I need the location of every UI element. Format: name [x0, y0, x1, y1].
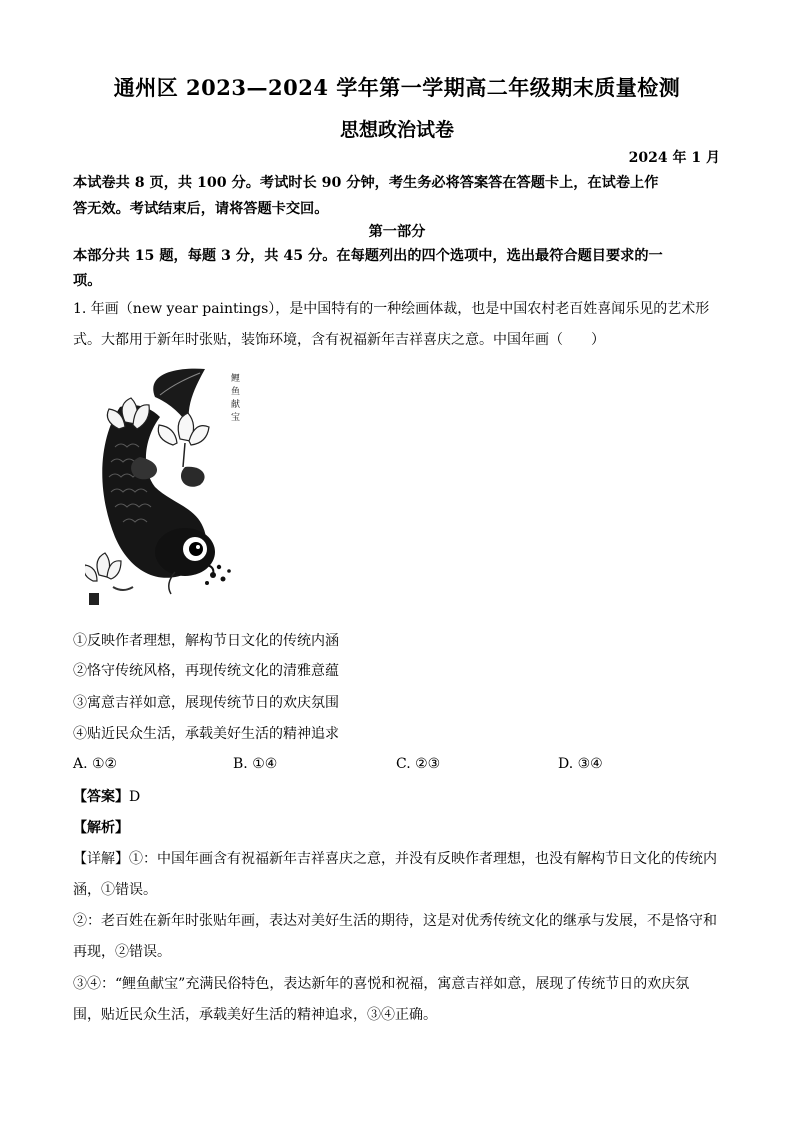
- detail-line-3: ②：老百姓在新年时张贴年画，表达对美好生活的期待，这是对优秀传统文化的继承与发展，不是恪守和: [73, 913, 717, 929]
- painting-caption-char-2: 鱼: [231, 387, 241, 397]
- detail-line-6: 围，贴近民众生活，承载美好生活的精神追求，③④正确。: [73, 1007, 437, 1023]
- option-c: C. ②③: [396, 756, 441, 772]
- detail-line-5: ③④：“鲤鱼献宝”充满民俗特色，表达新年的喜悦和祝福，寓意吉祥如意，展现了传统节日的欢庆氛: [73, 976, 690, 992]
- answer-label: 【答案】: [73, 789, 129, 805]
- question-stem-line-1: 1. 年画（new year paintings），是中国特有的一种绘画体裁，也是中国农村老百姓喜闻乐见的艺术形: [73, 301, 710, 317]
- part-description-line-1: 本部分共 15 题，每题 3 分，共 45 分。在每题列出的四个选项中，选出最符合题目要求的一: [73, 248, 663, 264]
- answer-value: D: [129, 789, 141, 805]
- statement-2: ②恪守传统风格，再现传统文化的清雅意蕴: [73, 663, 339, 679]
- part-description-line-2: 项。: [73, 273, 102, 289]
- option-a: A. ①②: [73, 756, 118, 772]
- exam-subtitle: 思想政治试卷: [339, 119, 454, 141]
- painting-caption-char-4: 宝: [231, 413, 241, 423]
- detail-line-2: 涵，①错误。: [73, 882, 157, 898]
- option-b: B. ①④: [233, 756, 278, 772]
- option-d: D. ③④: [558, 756, 603, 772]
- statement-3: ③寓意吉祥如意，展现传统节日的欢庆氛围: [73, 695, 339, 711]
- instructions-line-1: 本试卷共 8 页，共 100 分。考试时长 90 分钟，考生务必将答案答在答题卡上，在试卷上作: [73, 175, 659, 191]
- detail-line-4: 再现，②错误。: [73, 944, 171, 960]
- analysis-label: 【解析】: [73, 820, 129, 836]
- painting-caption-char-1: 鲤: [231, 374, 241, 384]
- painting-caption-char-3: 献: [231, 400, 241, 410]
- answer-line: [73, 782, 723, 812]
- carp-painting-image: [85, 367, 255, 612]
- question-stem-line-2: 式。大都用于新年时张贴，装饰环境，含有祝福新年吉祥喜庆之意。中国年画（ ）: [73, 332, 605, 348]
- instructions-line-2: 答无效。考试结束后，请将答题卡交回。: [73, 201, 329, 217]
- detail-line-1: 【详解】①：中国年画含有祝福新年吉祥喜庆之意，并没有反映作者理想，也没有解构节日文化的传统内: [73, 851, 717, 867]
- exam-title: 通州区 2023—2024 学年第一学期高二年级期末质量检测: [113, 75, 681, 100]
- part-title: 第一部分: [368, 224, 426, 240]
- exam-date: 2024 年 1 月: [628, 150, 720, 166]
- statement-4: ④贴近民众生活，承载美好生活的精神追求: [73, 726, 339, 742]
- statement-1: ①反映作者理想，解构节日文化的传统内涵: [73, 633, 339, 649]
